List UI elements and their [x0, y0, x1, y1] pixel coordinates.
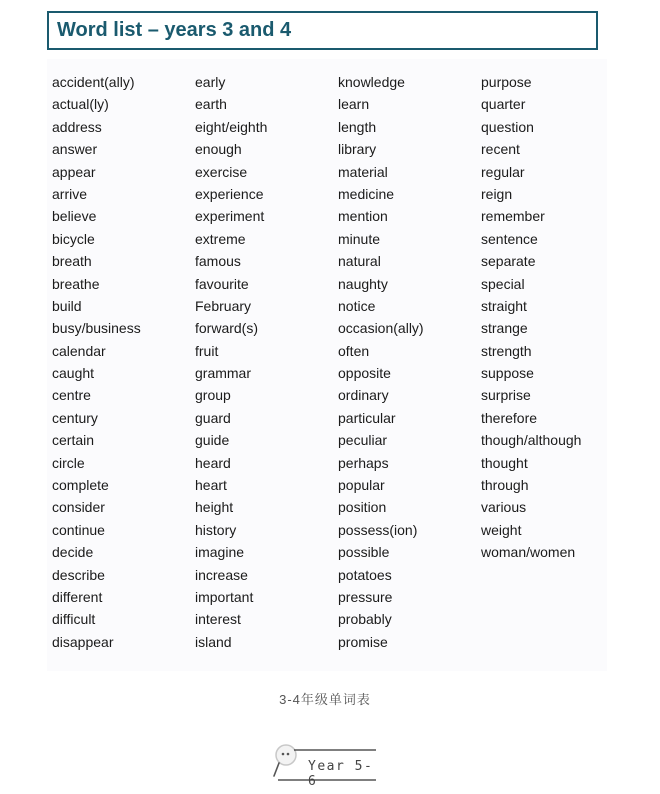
word-column-2	[195, 71, 267, 653]
word-item: build	[52, 297, 82, 314]
word-item: favourite	[195, 275, 249, 292]
word-item: peculiar	[338, 432, 388, 449]
word-item: learn	[338, 96, 370, 113]
word-item: certain	[52, 432, 95, 449]
word-item: arrive	[52, 185, 88, 202]
word-item: breath	[52, 253, 92, 270]
word-item: history	[195, 521, 237, 538]
word-item: promise	[338, 633, 388, 650]
section-tag	[272, 742, 382, 789]
word-item: complete	[52, 477, 109, 494]
word-item: grammar	[195, 365, 252, 382]
word-item: library	[338, 141, 377, 158]
word-item: natural	[338, 253, 381, 270]
word-item: answer	[52, 141, 98, 158]
word-item: exercise	[195, 163, 248, 180]
word-item: increase	[195, 566, 248, 583]
word-item: probably	[338, 611, 392, 628]
word-item: surprise	[481, 387, 531, 404]
word-item: experience	[195, 185, 264, 202]
word-item: strange	[481, 320, 528, 337]
word-item: remember	[481, 208, 545, 225]
word-item: imagine	[195, 544, 245, 561]
word-item: medicine	[338, 185, 395, 202]
word-item: recent	[481, 141, 520, 158]
section-tag-label: Year 5-6	[308, 759, 374, 789]
word-item: busy/business	[52, 320, 141, 337]
word-column-3	[338, 71, 424, 653]
word-item: special	[481, 275, 525, 292]
word-item: potatoes	[338, 566, 392, 583]
word-item: woman/women	[481, 544, 576, 561]
word-item: opposite	[338, 365, 391, 382]
word-item: possible	[338, 544, 390, 561]
word-item: length	[338, 118, 377, 135]
word-item: believe	[52, 208, 97, 225]
word-item: pressure	[338, 588, 393, 605]
word-item: perhaps	[338, 454, 389, 471]
word-item: address	[52, 118, 102, 135]
word-item: straight	[481, 297, 527, 314]
word-item: experiment	[195, 208, 265, 225]
word-item: knowledge	[338, 74, 405, 90]
word-item: ordinary	[338, 387, 389, 404]
word-item: enough	[195, 141, 242, 158]
word-item: question	[481, 118, 534, 135]
word-item: centre	[52, 387, 91, 404]
title-box	[47, 11, 598, 50]
word-item: bicycle	[52, 230, 95, 247]
word-item: separate	[481, 253, 536, 270]
word-item: quarter	[481, 96, 526, 113]
word-item: century	[52, 409, 98, 426]
word-item: position	[338, 499, 387, 516]
word-item: through	[481, 477, 529, 494]
word-item: guide	[195, 432, 230, 449]
word-item: mention	[338, 208, 388, 225]
word-item: heart	[195, 477, 227, 494]
word-item: naughty	[338, 275, 388, 292]
word-item: sentence	[481, 230, 538, 247]
word-item: minute	[338, 230, 381, 247]
word-item: breathe	[52, 275, 100, 292]
word-item: caught	[52, 365, 95, 382]
word-item: important	[195, 588, 254, 605]
word-item: earth	[195, 96, 227, 113]
word-item: occasion(ally)	[338, 320, 424, 337]
list-caption: 3-4年级单词表	[279, 692, 371, 707]
word-item: though/although	[481, 432, 582, 449]
word-item: thought	[481, 454, 528, 471]
word-item: various	[481, 499, 527, 516]
word-item: weight	[481, 521, 522, 538]
word-item: purpose	[481, 74, 532, 90]
word-item: accident(ally)	[52, 74, 135, 90]
word-item: particular	[338, 409, 396, 426]
word-item: circle	[52, 454, 85, 471]
word-item: decide	[52, 544, 94, 561]
word-item: describe	[52, 566, 105, 583]
word-item: difficult	[52, 611, 96, 628]
word-item: appear	[52, 163, 96, 180]
word-item: suppose	[481, 365, 534, 382]
word-item: guard	[195, 409, 231, 426]
word-item: calendar	[52, 342, 106, 359]
word-item: therefore	[481, 409, 538, 426]
word-item: group	[195, 387, 231, 404]
word-item: actual(ly)	[52, 96, 109, 113]
word-item: famous	[195, 253, 241, 270]
word-item: consider	[52, 499, 105, 516]
word-item: forward(s)	[195, 320, 259, 337]
word-item: strength	[481, 342, 532, 359]
word-item: disappear	[52, 633, 114, 650]
word-item: eight/eighth	[195, 118, 268, 135]
word-item: height	[195, 499, 234, 516]
word-list-panel	[47, 59, 607, 671]
word-item: possess(ion)	[338, 521, 418, 538]
word-column-4	[481, 71, 581, 564]
page-title: Word list – years 3 and 4	[57, 19, 292, 41]
word-item: interest	[195, 611, 241, 628]
word-item: notice	[338, 297, 376, 314]
word-column-1	[52, 71, 141, 653]
word-item: early	[195, 74, 226, 90]
word-item: fruit	[195, 342, 219, 359]
word-item: often	[338, 342, 370, 359]
word-item: February	[195, 297, 252, 314]
word-item: continue	[52, 521, 105, 538]
word-item: reign	[481, 185, 513, 202]
word-item: different	[52, 588, 103, 605]
word-item: heard	[195, 454, 231, 471]
word-item: material	[338, 163, 388, 180]
word-item: popular	[338, 477, 385, 494]
word-item: regular	[481, 163, 525, 180]
word-item: extreme	[195, 230, 246, 247]
word-item: island	[195, 633, 232, 650]
